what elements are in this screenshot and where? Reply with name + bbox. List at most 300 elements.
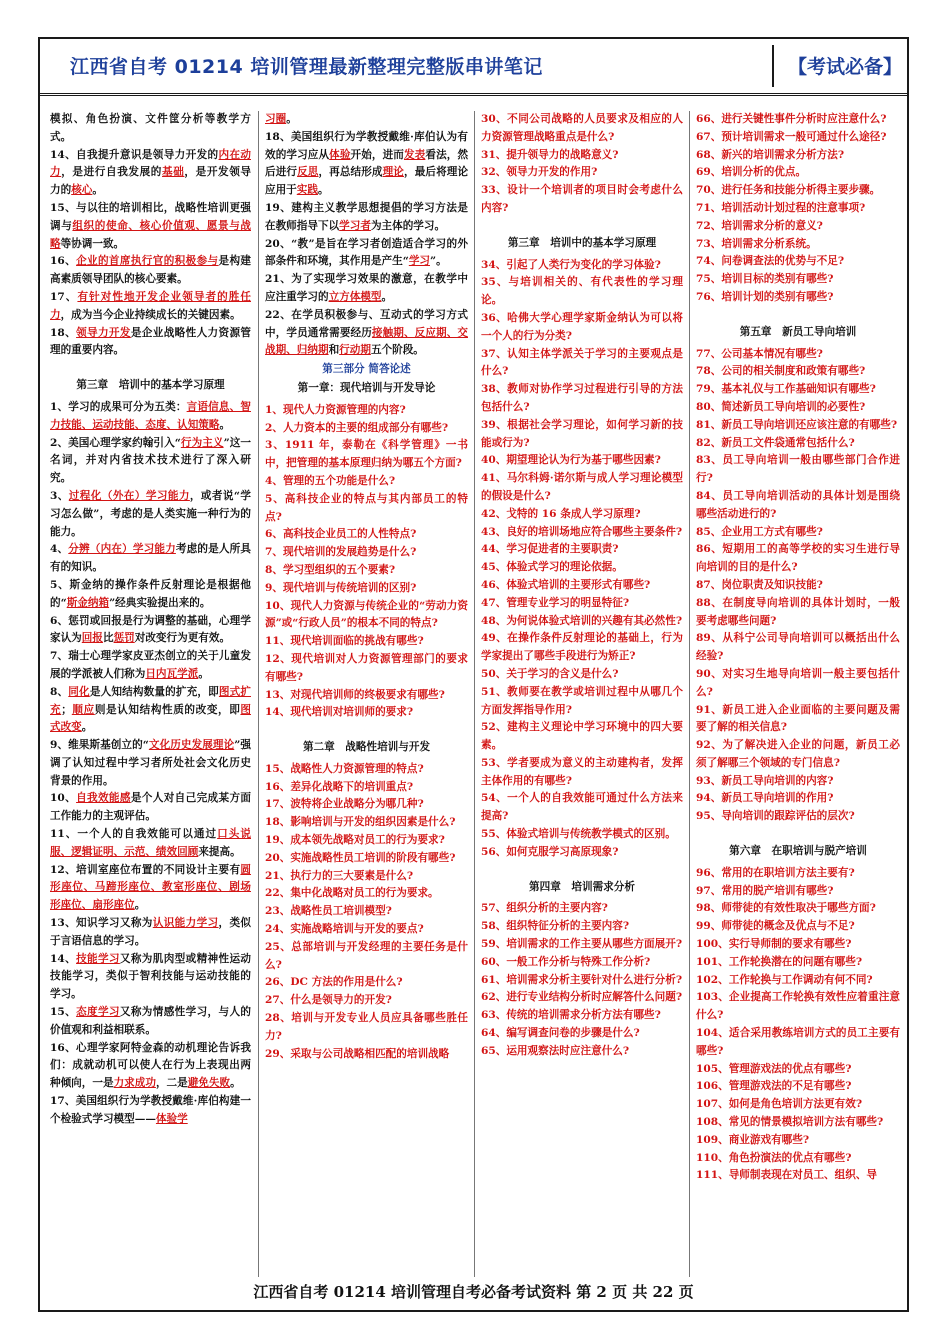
paragraph (696, 399, 900, 417)
paragraph (265, 850, 468, 868)
paragraph (696, 972, 900, 990)
text-run: 32、领导力开发的作用? (481, 166, 598, 179)
part-heading: 第三部分 简答论述 (322, 363, 411, 376)
paragraph (696, 918, 900, 936)
text-run: 5、斯金纳的操作条件反射理论是根据他的“ (50, 578, 251, 609)
paragraph (481, 111, 683, 147)
paragraph (481, 274, 683, 310)
text-run: 是构建高素质领导团队的核心要素。 (50, 255, 251, 286)
page-footer: 江西省自考 01214 培训管理自考必备考试资料 第 2 页 共 22 页 (253, 1283, 694, 1301)
key-term: 立方体模型 (328, 290, 382, 303)
paragraph (265, 921, 468, 939)
text-run: ，类似于言语信息的学习。 (50, 917, 251, 947)
paragraph (696, 271, 900, 289)
paragraph (696, 883, 900, 901)
text-run: ，二是 (155, 1077, 188, 1090)
paragraph (481, 164, 683, 182)
text-run: 11、现代培训面临的挑战有哪些? (265, 635, 424, 648)
text-run: 10、 (50, 792, 77, 805)
text-run: 17、美国组织行为学教授戴维·库伯构建一个检验式学习模型—— (50, 1095, 251, 1125)
text-run: 104、适合采用教练培训方式的员工主要有哪些? (696, 1027, 900, 1057)
text-run: 。 (219, 418, 231, 431)
text-run: 80、简述新员工导向培训的必要性? (696, 400, 866, 413)
text-run: 36、哈佛大学心理学家斯金纳认为可以将一个人的行为分类? (481, 311, 683, 342)
paragraph (50, 289, 251, 325)
paragraph (696, 702, 900, 738)
text-run: 16、心理学家阿特金森的动机理论告诉我们：成就动机可以使人在行为上表现出两种倾向，一是 (50, 1041, 251, 1090)
text-run: 87、岗位职责及知识技能? (696, 578, 823, 591)
key-term: 基础 (162, 166, 185, 179)
paragraph (265, 903, 468, 921)
key-term: 力求成功 (113, 1077, 156, 1090)
text-run: 72、培训需求分析的意义? (696, 219, 823, 232)
key-term: 行动期 (339, 344, 371, 357)
text-run: 68、新兴的培训需求分析方法? (696, 148, 845, 161)
text-run: 。 (230, 1077, 241, 1090)
paragraph (696, 630, 900, 666)
text-run: 8、学习型组织的五个要素? (265, 563, 396, 576)
text-run: 31、提升领导力的战略意义? (481, 148, 619, 161)
text-run: 。 (198, 667, 209, 680)
text-run: ”经典实验提出来的。 (109, 596, 211, 609)
key-term: 过程化（外在）学习能力 (68, 489, 190, 502)
text-run: 48、为何说体验式培训的兴趣有其必然性? (481, 614, 683, 627)
column-1 (50, 111, 251, 1277)
column-divider (258, 111, 259, 1277)
paragraph (50, 1004, 251, 1040)
paragraph (696, 236, 900, 254)
paragraph (265, 796, 468, 814)
document-page (38, 37, 909, 1312)
page-header (40, 39, 907, 96)
paragraph (696, 218, 900, 236)
paragraph (481, 147, 683, 165)
text-run: 38、教师对协作学习过程进行引导的方法包括什么? (481, 383, 683, 413)
paragraph (50, 111, 251, 147)
paragraph (265, 562, 468, 580)
text-columns (50, 111, 900, 1277)
text-run: 19、成本领先战略对员工的行为要求? (265, 834, 445, 847)
text-run: 3、1911 年，泰勒在《科学管理》一书中，把管理的基本原理归纳为哪五个方面? (265, 439, 468, 470)
paragraph (481, 989, 683, 1007)
key-term: 分辨（内在）学习能力 (68, 543, 176, 556)
paragraph (696, 164, 900, 182)
paragraph (265, 129, 468, 200)
text-run: 39、根据社会学习理论，如何学习新的技能或行为? (481, 418, 683, 449)
paragraph (265, 1010, 468, 1046)
paragraph (265, 402, 468, 420)
key-term: 言语信息、智力技能、运动技能、态度、认知策略 (50, 400, 251, 431)
paragraph (265, 580, 468, 598)
text-run: 18、 (50, 326, 77, 339)
paragraph (481, 900, 683, 918)
paragraph (696, 1132, 900, 1150)
paragraph (696, 989, 900, 1025)
key-term: 自我效能感 (76, 792, 131, 805)
text-run: 95、导向培训的跟踪评估的层次? (696, 810, 855, 823)
paragraph (696, 129, 900, 147)
paragraph (265, 111, 468, 129)
text-run: 86、短期用工的高等学校的实习生进行导向培训的目的是什么? (696, 543, 900, 574)
text-run: 13、知识学习又称为 (50, 917, 153, 930)
key-term: 避免失败 (187, 1077, 231, 1090)
text-run: 83、员工导向培训一般由哪些部门合作进行? (696, 454, 900, 485)
paragraph (265, 868, 468, 886)
paragraph (265, 236, 468, 272)
text-run: 又称为肌肉型或精神性运动技能学习，类似于智利技能与运动技能的学习。 (50, 952, 251, 1001)
text-run: 74、问卷调查法的优势与不足? (696, 255, 845, 268)
text-run: 来提高。 (198, 845, 241, 858)
key-term: 口头说服、逻辑证明、示范、绩效回顾 (50, 828, 251, 858)
paragraph (696, 595, 900, 631)
text-run: 89、从科宁公司导向培训可以概括出什么经验? (696, 632, 900, 663)
text-run: 54、一个人的自我效能可通过什么方法来提高? (481, 792, 683, 823)
paragraph (50, 325, 251, 361)
text-run: 55、体验式培训与传统教学模式的区别。 (481, 828, 676, 841)
text-run: 27、什么是领导力的开发? (265, 994, 392, 1007)
text-run: ”这一名词，并对内省技术技术进行了深入研究。 (50, 436, 251, 485)
text-run: 105、管理游戏法的优点有哪些? (696, 1062, 852, 1075)
paragraph (696, 381, 900, 399)
paragraph (696, 666, 900, 702)
text-run: 1、现代人力资源管理的内容? (265, 403, 406, 416)
paragraph (265, 939, 468, 975)
paragraph (50, 253, 251, 289)
text-run: 77、公司基本情况有哪些? (696, 347, 823, 360)
text-run: 又称为情感性学习，与人的价值观和利益相联系。 (50, 1006, 251, 1036)
paragraph (481, 954, 683, 972)
paragraph (50, 613, 251, 649)
text-run: 18、影响培训与开发的组织因素是什么? (265, 816, 456, 829)
text-run: 21、为了实现学习效果的激意，在教学中应注重学习的 (265, 273, 468, 303)
paragraph (265, 814, 468, 832)
paragraph (696, 737, 900, 773)
text-run: ”强调了认知过程中学习者所处社会文化历史背景的作用。 (50, 739, 251, 787)
paragraph (481, 826, 683, 844)
key-term: 企业的首席执行官的积极参与 (76, 255, 219, 268)
text-run: 23、战略性员工培训模型? (265, 905, 392, 918)
key-term: 圆形座位、马蹄形座位、教室形座位、剧场形座位、扇形座位 (50, 863, 251, 912)
paragraph (265, 200, 468, 236)
text-run: 106、管理游戏法的不足有哪些? (696, 1080, 852, 1093)
text-run: 21、执行力的三大要素是什么? (265, 869, 414, 882)
text-run: 35、与培训相关的、有代表性的学习理论。 (481, 276, 683, 307)
paragraph (50, 399, 251, 435)
text-run: 20、实施战略性员工培训的阶段有哪些? (265, 851, 456, 864)
paragraph (696, 541, 900, 577)
paragraph (481, 381, 683, 417)
text-run: ，是开发领导力的 (50, 166, 251, 197)
text-run: 88、在制度导向培训的具体计划时，一般要考虑哪些问题? (696, 596, 900, 627)
text-run: 93、新员工导向培训的内容? (696, 774, 834, 787)
text-run: ”。 (430, 255, 447, 268)
paragraph (50, 737, 251, 790)
chapter-heading: 第五章 新员工导向培训 (739, 325, 857, 338)
text-run: 是企业战略性人力资源管理的重要内容。 (50, 326, 251, 357)
text-run: 22、在学员积极参与、互动式的学习方式中，学员通常需要经历 (265, 308, 468, 339)
key-term: 实践 (296, 184, 318, 197)
text-run: 为主体的学习。 (370, 219, 446, 232)
paragraph (696, 900, 900, 918)
paragraph (50, 826, 251, 862)
chapter-heading: 第三章 培训中的基本学习原理 (76, 379, 225, 392)
paragraph (265, 633, 468, 651)
text-run: 81、新员工导向培训还应该注意的有哪些? (696, 418, 898, 431)
text-run: 12、现代培训对人力资源管理部门的要求有哪些? (265, 652, 468, 683)
text-run: 97、常用的脱产培训有哪些? (696, 884, 834, 897)
text-run: ，是进行自我发展的 (61, 166, 163, 179)
paragraph (696, 1078, 900, 1096)
key-term: 惩罚 (113, 632, 135, 645)
text-run: 4、 (50, 543, 69, 556)
paragraph (481, 595, 683, 613)
text-run: 30、不同公司战略的人员要求及相应的人力资源管理战略重点是什么? (481, 113, 683, 143)
key-term: 文化历史发展理论 (148, 739, 235, 752)
text-run: 63、传统的培训需求分析方法有哪些? (481, 1009, 661, 1022)
text-run: 对改变行为更有效。 (134, 632, 231, 645)
text-run: ，成为当今企业持续成长的关键因素。 (60, 308, 241, 321)
text-run: 94、新员工导向培训的作用? (696, 792, 834, 805)
paragraph (265, 687, 468, 705)
paragraph (481, 972, 683, 990)
paragraph (696, 111, 900, 129)
paragraph (265, 974, 468, 992)
paragraph (50, 648, 251, 684)
paragraph (481, 257, 683, 275)
text-run: 76、培训计划的类别有哪些? (696, 290, 834, 303)
text-run: 85、企业用工方式有哪些? (696, 525, 823, 538)
text-run: 96、常用的在职培训方法主要有? (696, 866, 855, 879)
text-run: 46、体验式培训的主要形式有哪些? (481, 578, 651, 591)
paragraph (481, 790, 683, 826)
text-run: 43、良好的培训场地应符合哪些主要条件? (481, 525, 683, 538)
paragraph (481, 936, 683, 954)
text-run: 20、“教”是旨在学习者创造适合学习的外部条件和环境，其作用是产生“ (265, 237, 468, 268)
text-run: 100、实行导师制的要求有哪些? (696, 938, 852, 951)
column-3 (481, 111, 683, 1277)
text-run: 37、认知主体学派关于学习的主要观点是什么? (481, 347, 683, 378)
text-run: 101、工作轮换潜在的问题有哪些? (696, 955, 863, 968)
paragraph (50, 951, 251, 1004)
text-run: 60、一般工作分析与特殊工作分析? (481, 955, 651, 968)
chapter-heading: 第二章 战略性培训与开发 (302, 741, 431, 754)
paragraph (265, 1046, 468, 1064)
text-run: 59、培训需求的工作主要从哪些方面展开? (481, 938, 683, 951)
text-run: 五个阶段。 (370, 344, 424, 357)
text-run: 47、管理专业学习的明显特征? (481, 596, 630, 609)
key-term: 体验学 (155, 1112, 188, 1125)
paragraph (481, 506, 683, 524)
paragraph (481, 719, 683, 755)
text-run: 15、与以往的培训相比，战略性培训更强调与 (50, 201, 251, 232)
paragraph (696, 363, 900, 381)
chapter-heading: 第三章 培训中的基本学习原理 (507, 236, 657, 249)
column-4 (696, 111, 900, 1277)
text-run: 3、 (50, 489, 69, 502)
chapter-heading: 第四章 培训需求分析 (529, 880, 635, 893)
paragraph (481, 684, 683, 720)
text-run: 2、人力资本的主要的组成部分有哪些? (265, 421, 449, 434)
key-term: 反思 (297, 166, 319, 179)
paragraph (481, 182, 683, 218)
key-term: 图式改变 (50, 703, 251, 734)
paragraph (481, 613, 683, 631)
text-run: 9、维果斯基创立的“ (50, 739, 149, 752)
paragraph (696, 524, 900, 542)
key-term: 内在动力 (50, 148, 251, 179)
paragraph (481, 452, 683, 470)
paragraph (265, 271, 468, 307)
text-run: 12、培训室座位布置的不同设计主要有 (50, 863, 241, 876)
paragraph (265, 992, 468, 1010)
key-term: 顺应 (71, 703, 95, 716)
text-run: 79、基本礼仪与工作基础知识有哪些? (696, 383, 876, 396)
paragraph (265, 526, 468, 544)
text-run: 18、美国组织行为学教授戴维·库伯认为有效的学习应从 (265, 130, 468, 161)
paragraph (265, 761, 468, 779)
text-run: 110、角色扮演法的优点有哪些? (696, 1151, 852, 1164)
paragraph (696, 1114, 900, 1132)
text-run: 5、高科技企业的特点与其内部员工的特点? (265, 492, 468, 523)
paragraph (265, 779, 468, 797)
key-term: 体验 (329, 148, 351, 161)
text-run: 11、一个人的自我效能可以通过 (50, 828, 218, 841)
text-run: 和 (328, 344, 340, 357)
key-term: 理论 (382, 166, 404, 179)
text-run: 9、现代培训与传统培训的区别? (265, 581, 417, 594)
text-run: 10、现代人力资源与传统企业的“劳动力资源”或“行政人员”的根本不同的特点? (265, 599, 468, 630)
text-run: 是人知结构数量的扩充，即 (89, 685, 219, 698)
text-run: 40、期望理论认为行为基于哪些因素? (481, 454, 661, 467)
key-term: 习圈 (265, 113, 287, 125)
column-divider (474, 111, 475, 1277)
key-term: 认识能力学习 (152, 917, 219, 930)
text-run: 51、教师要在教学或培训过程中从哪几个方面发挥指导作用? (481, 685, 683, 716)
exam-badge: 【考试必备】 (788, 56, 903, 78)
paragraph (481, 755, 683, 791)
text-run: 是个人对自己完成某方面工作能力的主观评估。 (50, 792, 251, 823)
text-run: 17、 (50, 290, 78, 303)
text-run: 108、常见的情景模拟培训方法有哪些? (696, 1116, 884, 1129)
text-run: 14、自我提升意识是领导力开发的 (50, 148, 219, 161)
key-term: 图式扩充 (50, 685, 251, 716)
paragraph (50, 200, 251, 253)
paragraph (696, 182, 900, 200)
paragraph (696, 435, 900, 453)
paragraph (696, 1061, 900, 1079)
paragraph (50, 684, 251, 737)
text-run: 92、为了解决进入企业的问题，新员工必须了解哪三个领域的专门信息? (696, 739, 900, 769)
text-run: 17、波特将企业战略分为哪几种? (265, 798, 424, 811)
paragraph (481, 918, 683, 936)
paragraph (696, 808, 900, 826)
text-run: ，再总结形成 (318, 166, 383, 179)
paragraph (265, 885, 468, 903)
key-term: 态度学习 (76, 1006, 120, 1019)
key-term: 斯金纳箱 (66, 596, 110, 609)
text-run: 50、关于学习的含义是什么? (481, 667, 619, 680)
paragraph (481, 844, 683, 862)
text-run: 模拟、角色扮演、文件筐分析等教学方式。 (50, 113, 251, 143)
paragraph (50, 915, 251, 951)
text-run: 等协调一致。 (60, 237, 125, 250)
text-run: 91、新员工进入企业面临的主要问题及需要了解的相关信息? (696, 703, 900, 734)
text-run: 67、预计培训需求一般可通过什么途径? (696, 130, 887, 143)
column-2 (265, 111, 468, 1277)
paragraph (50, 1040, 251, 1093)
text-run: 则是认知结构性质的改变，即 (94, 703, 241, 716)
key-term: 日内瓦学派 (145, 667, 199, 680)
text-run: 90、对实习生地导向培训一般主要包括什么? (696, 667, 900, 698)
text-run: 7、瑞士心理学家皮亚杰创立的关于儿童发展的学派被人们称为 (50, 650, 251, 680)
text-run: ； (61, 703, 72, 716)
paragraph (696, 773, 900, 791)
text-run: 15、战略性人力资源管理的特点? (265, 762, 424, 775)
paragraph (696, 936, 900, 954)
text-run: 6、惩罚或回报是行为调整的基础，心理学家认为 (50, 614, 251, 645)
paragraph (50, 790, 251, 826)
text-run: 71、培训活动计划过程的注意事项? (696, 201, 866, 214)
text-run: 开始，进而 (350, 148, 404, 161)
text-run: 56、如何克服学习高原现象? (481, 845, 619, 858)
text-run: 78、公司的相关制度和政策有哪些? (696, 365, 866, 378)
paragraph (696, 289, 900, 307)
text-run: 16、 (50, 255, 77, 268)
paragraph (265, 544, 468, 562)
text-run: 84、员工导向培训活动的具体计划是围绕哪些活动进行的? (696, 489, 900, 520)
key-term: 学习者 (339, 219, 371, 232)
paragraph (50, 577, 251, 613)
text-run: 65、运用观察法时应注意什么? (481, 1044, 630, 1057)
text-run: 103、企业提高工作轮换有效性应着重注意什么? (696, 991, 900, 1022)
paragraph (481, 346, 683, 382)
text-run: 99、师带徒的概念及优点与不足? (696, 920, 855, 933)
text-run: 16、差异化战略下的培训重点? (265, 780, 414, 793)
text-run: 73、培训需求分析系统。 (696, 237, 817, 250)
text-run: 15、 (50, 1006, 77, 1019)
text-run: 1、学习的成果可分为五类： (50, 400, 187, 413)
document-title: 江西省自考 01214 培训管理最新整理完整版串讲笔记 (70, 56, 543, 78)
text-run: 34、引起了人类行为变化的学习体验? (481, 258, 661, 271)
text-run: 102、工作轮换与工作调动有何不同? (696, 973, 873, 986)
paragraph (481, 524, 683, 542)
text-run: 。 (81, 721, 93, 734)
paragraph (481, 310, 683, 346)
paragraph (50, 1093, 251, 1129)
paragraph (696, 577, 900, 595)
paragraph (696, 452, 900, 488)
paragraph (481, 630, 683, 666)
text-run: 4、管理的五个功能是什么? (265, 474, 396, 487)
paragraph (696, 1096, 900, 1114)
text-run: 2、美国心理学家约翰引入“ (50, 436, 181, 449)
paragraph (481, 1007, 683, 1025)
text-run: 26、DC 方法的作用是什么? (265, 976, 403, 989)
text-run: 考虑的是人所具有的知识。 (50, 543, 251, 574)
text-run: 57、组织分析的主要内容? (481, 902, 608, 915)
text-run: 。 (381, 290, 393, 303)
text-run: 62、进行专业结构分析时应解答什么问题? (481, 991, 683, 1004)
paragraph (50, 541, 251, 577)
paragraph (696, 1025, 900, 1061)
text-run: 64、编写调查问卷的步骤是什么? (481, 1027, 640, 1040)
paragraph (50, 862, 251, 915)
text-run: 44、学习促进者的主要职责? (481, 543, 619, 556)
text-run: 82、新员工文件袋通常包括什么? (696, 436, 855, 449)
text-run: 53、学者要成为意义的主动建构者，发挥主体作用的有哪些? (481, 756, 683, 787)
paragraph (696, 253, 900, 271)
text-run: 8、 (50, 685, 69, 698)
